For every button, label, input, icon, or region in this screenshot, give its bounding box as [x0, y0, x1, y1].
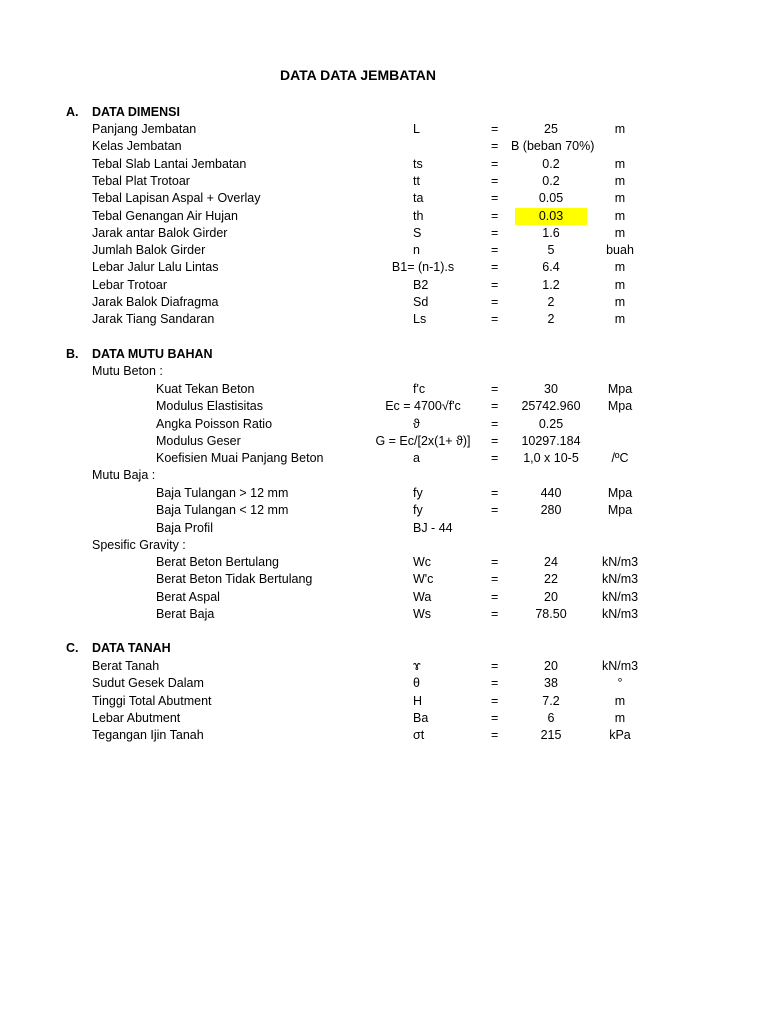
subsection-label: Mutu Baja :: [92, 468, 156, 482]
row-equals: =: [491, 312, 499, 327]
data-row: [0, 277, 768, 294]
row-label: Berat Tanah: [92, 659, 160, 673]
row-unit: m: [614, 710, 626, 725]
row-unit: m: [614, 156, 626, 171]
row-label: Jarak Balok Diafragma: [92, 295, 219, 309]
row-value: 2: [547, 295, 555, 309]
row-equals: =: [491, 451, 499, 466]
row-value: 25742.960: [521, 399, 581, 414]
row-equals: =: [491, 433, 499, 448]
data-row: [0, 571, 768, 588]
row-unit: /ºC: [611, 451, 629, 466]
data-row: [0, 259, 768, 276]
subsection-label: Spesific Gravity :: [92, 538, 186, 552]
row-value: 20: [544, 659, 558, 673]
data-row: [0, 225, 768, 242]
row-label: Sudut Gesek Dalam: [92, 676, 204, 691]
row-symbol: σt: [413, 728, 425, 743]
row-value: 2: [547, 312, 555, 327]
row-equals: =: [491, 416, 499, 431]
row-unit: m: [614, 295, 626, 309]
data-row: [0, 416, 768, 433]
row-symbol: Wa: [413, 589, 432, 604]
row-value: B (beban 70%): [511, 139, 595, 154]
row-value: 6.4: [542, 260, 560, 275]
section-letter: C.: [66, 641, 79, 655]
row-unit: kN/m3: [601, 572, 639, 587]
data-row: [0, 675, 768, 692]
data-row: [0, 606, 768, 623]
row-symbol: Ba: [413, 710, 429, 725]
section-letter: A.: [66, 105, 79, 119]
data-row: [0, 138, 768, 155]
data-row: [0, 156, 768, 173]
row-equals: =: [491, 208, 499, 223]
row-label: Jarak antar Balok Girder: [92, 225, 228, 240]
data-row: [0, 208, 768, 225]
row-equals: =: [491, 399, 499, 414]
row-label: Tebal Lapisan Aspal + Overlay: [92, 191, 261, 206]
row-equals: =: [491, 122, 499, 136]
row-label: Lebar Abutment: [92, 710, 181, 725]
row-symbol: fy: [413, 486, 423, 500]
row-equals: =: [491, 486, 499, 500]
row-symbol: Ws: [413, 606, 432, 621]
row-symbol: ɤ: [413, 659, 421, 673]
row-value: 25: [544, 122, 558, 136]
page-title: [0, 67, 768, 83]
row-unit: m: [614, 191, 626, 206]
row-value: 7.2: [542, 693, 560, 708]
row-symbol: Sd: [413, 295, 429, 309]
row-value: 20: [544, 589, 558, 604]
row-label: Tebal Slab Lantai Jembatan: [92, 156, 247, 171]
subsection-heading-baja: [0, 467, 768, 484]
row-unit: m: [614, 122, 626, 136]
row-value: 38: [544, 676, 558, 691]
row-symbol: W'c: [413, 572, 434, 587]
row-symbol: S: [413, 225, 422, 240]
row-label: Lebar Jalur Lalu Lintas: [92, 260, 219, 275]
row-equals: =: [491, 659, 499, 673]
row-unit: Mpa: [607, 486, 633, 500]
row-label: Koefisien Muai Panjang Beton: [156, 451, 324, 466]
row-label: Jarak Tiang Sandaran: [92, 312, 215, 327]
section-c-header: [0, 640, 768, 657]
row-symbol: B2: [413, 277, 429, 292]
row-equals: =: [491, 728, 499, 743]
subsection-heading-beton: [0, 363, 768, 380]
row-symbol: Ls: [413, 312, 427, 327]
row-label: Berat Beton Tidak Bertulang: [156, 572, 313, 587]
row-label: Baja Tulangan > 12 mm: [156, 486, 289, 500]
row-symbol: tt: [413, 173, 420, 188]
row-value: 1.6: [542, 225, 560, 240]
row-symbol: ts: [413, 156, 423, 171]
row-unit: m: [614, 173, 626, 188]
row-unit: °: [617, 676, 623, 691]
section-title: DATA MUTU BAHAN: [92, 347, 213, 361]
data-row: [0, 554, 768, 571]
row-equals: =: [491, 572, 499, 587]
row-value: 280: [540, 503, 562, 518]
row-value: 30: [544, 382, 558, 396]
row-unit: m: [614, 225, 626, 240]
page-title-text: DATA DATA JEMBATAN: [279, 67, 437, 83]
row-symbol: ta: [413, 191, 424, 206]
data-row: [0, 294, 768, 311]
row-unit: kN/m3: [601, 555, 639, 569]
row-unit: kN/m3: [601, 659, 639, 673]
row-label: Modulus Elastisitas: [156, 399, 263, 414]
row-symbol: f'c: [413, 382, 426, 396]
data-row: [0, 381, 768, 398]
row-unit: m: [614, 312, 626, 327]
row-symbol: th: [413, 208, 424, 223]
row-value: 1,0 x 10-5: [523, 451, 579, 466]
row-label: Jumlah Balok Girder: [92, 243, 206, 258]
row-unit: m: [614, 260, 626, 275]
data-row: [0, 173, 768, 190]
row-label: Tebal Plat Trotoar: [92, 173, 190, 188]
row-symbol: fy: [413, 503, 423, 518]
row-symbol: H: [413, 693, 423, 708]
data-row: [0, 520, 768, 537]
data-row: [0, 398, 768, 415]
section-title: DATA TANAH: [92, 641, 171, 655]
row-symbol: Wc: [413, 555, 432, 569]
row-label: Lebar Trotoar: [92, 277, 168, 292]
row-label: Baja Tulangan < 12 mm: [156, 503, 289, 518]
row-unit: Mpa: [607, 503, 633, 518]
row-value: 0.03: [515, 208, 587, 225]
row-value: 5: [547, 243, 555, 258]
row-unit: kN/m3: [601, 589, 639, 604]
row-equals: =: [491, 555, 499, 569]
row-label: Kuat Tekan Beton: [156, 382, 255, 396]
data-row: [0, 658, 768, 675]
row-label: Panjang Jembatan: [92, 122, 197, 136]
row-unit: m: [614, 277, 626, 292]
row-unit: m: [614, 208, 626, 223]
row-label: Baja Profil: [156, 520, 213, 535]
row-value: 6: [547, 710, 555, 725]
row-equals: =: [491, 589, 499, 604]
row-label: Tebal Genangan Air Hujan: [92, 208, 238, 223]
row-label: Berat Beton Bertulang: [156, 555, 279, 569]
data-row: [0, 311, 768, 328]
section-a-header: [0, 104, 768, 121]
row-label: Berat Baja: [156, 606, 215, 621]
data-row: [0, 433, 768, 450]
row-label: Tinggi Total Abutment: [92, 693, 212, 708]
row-equals: =: [491, 382, 499, 396]
row-equals: =: [491, 260, 499, 275]
section-letter: B.: [66, 347, 79, 361]
row-label: Tegangan Ijin Tanah: [92, 728, 204, 743]
row-symbol: a: [413, 451, 420, 466]
row-equals: =: [491, 139, 499, 154]
row-value: 22: [544, 572, 558, 587]
section-title: DATA DIMENSI: [92, 105, 180, 119]
row-equals: =: [491, 710, 499, 725]
row-equals: =: [491, 243, 499, 258]
data-row: [0, 710, 768, 727]
row-label: Modulus Geser: [156, 433, 241, 448]
row-value: 440: [540, 486, 562, 500]
row-unit: m: [614, 693, 626, 708]
row-equals: =: [491, 503, 499, 518]
row-symbol: B1= (n-1).s: [391, 260, 455, 275]
row-equals: =: [491, 277, 499, 292]
row-value: 1.2: [542, 277, 560, 292]
row-value: 0.25: [538, 416, 564, 431]
subsection-heading-gravity: [0, 537, 768, 554]
row-value: 0.2: [542, 173, 560, 188]
row-symbol: ϑ: [413, 416, 420, 431]
data-row: [0, 485, 768, 502]
row-label: Berat Aspal: [156, 589, 220, 604]
row-equals: =: [491, 606, 499, 621]
row-label: Angka Poisson Ratio: [156, 416, 273, 431]
row-value: 78.50: [535, 606, 567, 621]
row-unit: Mpa: [607, 382, 633, 396]
data-row: [0, 727, 768, 744]
row-unit: kPa: [609, 728, 631, 743]
data-row: [0, 121, 768, 138]
row-symbol: n: [413, 243, 420, 258]
row-equals: =: [491, 676, 499, 691]
section-b-header: [0, 346, 768, 363]
row-symbol: BJ - 44: [413, 520, 453, 535]
row-unit: Mpa: [607, 399, 633, 414]
data-row: [0, 693, 768, 710]
row-symbol: Ec = 4700√f'c: [385, 399, 461, 414]
data-row: [0, 450, 768, 467]
row-value: 24: [544, 555, 558, 569]
row-symbol: θ: [413, 676, 420, 691]
row-value: 10297.184: [521, 433, 581, 448]
row-unit: kN/m3: [601, 606, 639, 621]
data-row: [0, 589, 768, 606]
row-symbol: L: [413, 122, 420, 136]
data-row: [0, 502, 768, 519]
data-row: [0, 190, 768, 207]
row-symbol: G = Ec/[2x(1+ ϑ)]: [375, 433, 471, 448]
row-label: Kelas Jembatan: [92, 139, 182, 154]
row-equals: =: [491, 191, 499, 206]
row-unit: buah: [606, 243, 634, 258]
row-equals: =: [491, 173, 499, 188]
row-value: 215: [540, 728, 562, 743]
row-equals: =: [491, 693, 499, 708]
row-equals: =: [491, 295, 499, 309]
subsection-label: Mutu Beton :: [92, 364, 163, 378]
data-row: [0, 242, 768, 259]
row-equals: =: [491, 156, 499, 171]
row-value: 0.2: [542, 156, 560, 171]
row-value: 0.05: [538, 191, 564, 206]
row-equals: =: [491, 225, 499, 240]
